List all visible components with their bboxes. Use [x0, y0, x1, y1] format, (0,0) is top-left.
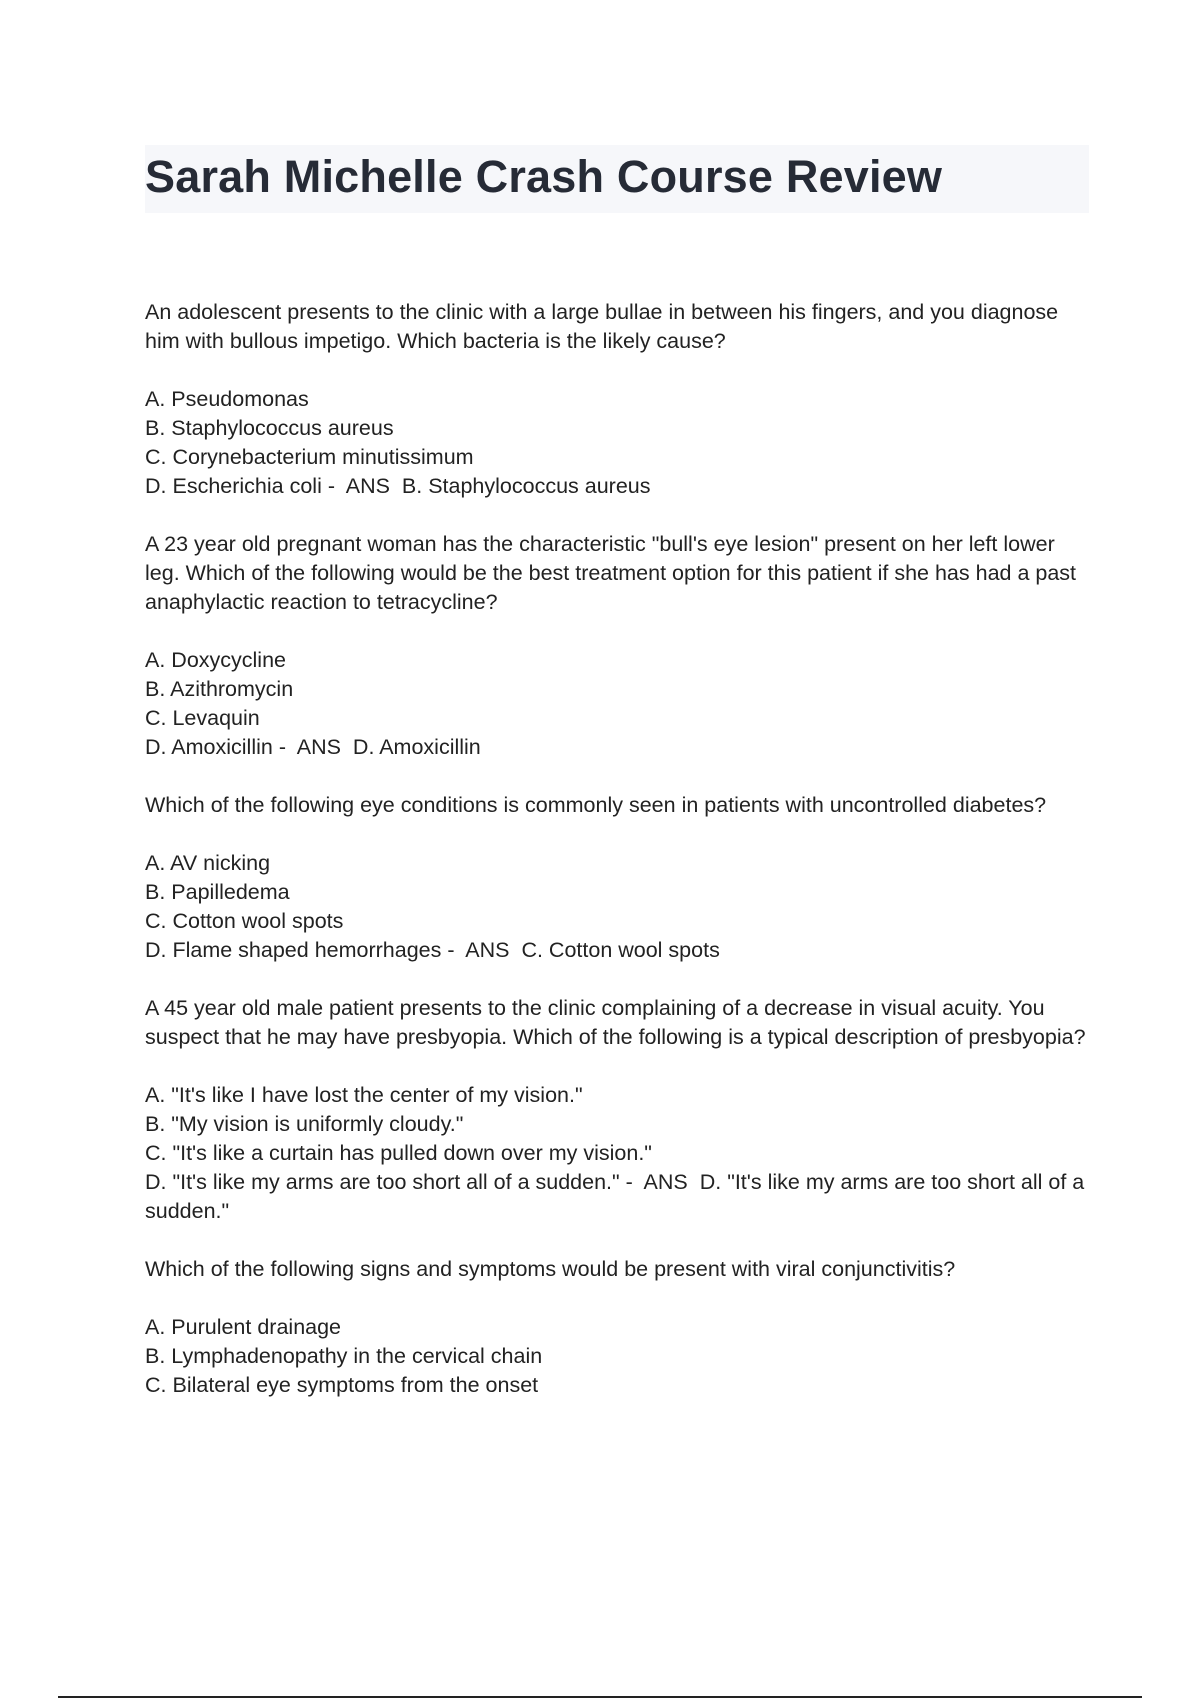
- option-a: A. Pseudomonas: [145, 387, 309, 411]
- option-d: D. Amoxicillin: [145, 735, 273, 759]
- question-text: Which of the following eye conditions is commonly seen in patients with uncontrolled diabetes?: [145, 793, 1047, 817]
- footer-divider: [58, 1696, 1142, 1698]
- option-c: C. Levaquin: [145, 706, 260, 730]
- option-d-with-answer: D. Escherichia coli - ANS B. Staphylococcus aureus: [145, 474, 651, 498]
- question-2: [145, 530, 1095, 762]
- option-a: A. AV nicking: [145, 851, 271, 875]
- option-c: C. Cotton wool spots: [145, 909, 344, 933]
- page-title: Sarah Michelle Crash Course Review: [145, 151, 943, 202]
- answer-marker: ANS: [643, 1170, 688, 1194]
- option-c: C. Bilateral eye symptoms from the onset: [145, 1373, 539, 1397]
- question-3: [145, 791, 1095, 965]
- answer-text: C. Cotton wool spots: [521, 938, 720, 962]
- option-d-with-answer: D. "It's like my arms are too short all of a sudden." - ANS D. "It's like my arms are too short all of a sudden.": [145, 1170, 1085, 1223]
- answer-text: D. Amoxicillin: [352, 735, 481, 759]
- option-a: A. Doxycycline: [145, 648, 286, 672]
- answer-text: D. "It's like my arms are too short all of a sudden.": [145, 1170, 1085, 1223]
- option-a: A. "It's like I have lost the center of my vision.": [145, 1083, 583, 1107]
- option-b: B. Papilledema: [145, 880, 290, 904]
- option-d: D. Flame shaped hemorrhages: [145, 938, 442, 962]
- question-text: Which of the following signs and symptoms would be present with viral conjunctivitis?: [145, 1257, 956, 1281]
- question-4: [145, 994, 1095, 1226]
- option-d-with-answer: D. Amoxicillin - ANS D. Amoxicillin: [145, 735, 481, 759]
- question-text: A 45 year old male patient presents to the clinic complaining of a decrease in visual acuity. You suspect that he may have presbyopia. Which of the following is a typical description of presbyopia?: [145, 996, 1086, 1049]
- option-d: D. "It's like my arms are too short all of a sudden.": [145, 1170, 620, 1194]
- option-b: B. Staphylococcus aureus: [145, 416, 394, 440]
- option-a: A. Purulent drainage: [145, 1315, 342, 1339]
- title-banner: [145, 145, 1089, 213]
- question-text: A 23 year old pregnant woman has the characteristic "bull's eye lesion" present on her left lower leg. Which of the following would be the best treatment option for this patient if she has had a past anaphylactic reaction to tetracycline?: [145, 532, 1077, 614]
- answer-marker: ANS: [345, 474, 390, 498]
- option-d-with-answer: D. Flame shaped hemorrhages - ANS C. Cotton wool spots: [145, 938, 720, 962]
- question-list: [145, 298, 1095, 1429]
- option-c: C. Corynebacterium minutissimum: [145, 445, 474, 469]
- option-b: B. "My vision is uniformly cloudy.": [145, 1112, 464, 1136]
- option-b: B. Azithromycin: [145, 677, 294, 701]
- answer-marker: ANS: [465, 938, 510, 962]
- question-1: [145, 298, 1095, 501]
- answer-text: B. Staphylococcus aureus: [401, 474, 651, 498]
- option-b: B. Lymphadenopathy in the cervical chain: [145, 1344, 543, 1368]
- answer-marker: ANS: [296, 735, 341, 759]
- option-d: D. Escherichia coli: [145, 474, 322, 498]
- question-text: An adolescent presents to the clinic with a large bullae in between his fingers, and you diagnose him with bullous impetigo. Which bacteria is the likely cause?: [145, 300, 1059, 353]
- question-5: [145, 1255, 1095, 1400]
- option-c: C. "It's like a curtain has pulled down over my vision.": [145, 1141, 652, 1165]
